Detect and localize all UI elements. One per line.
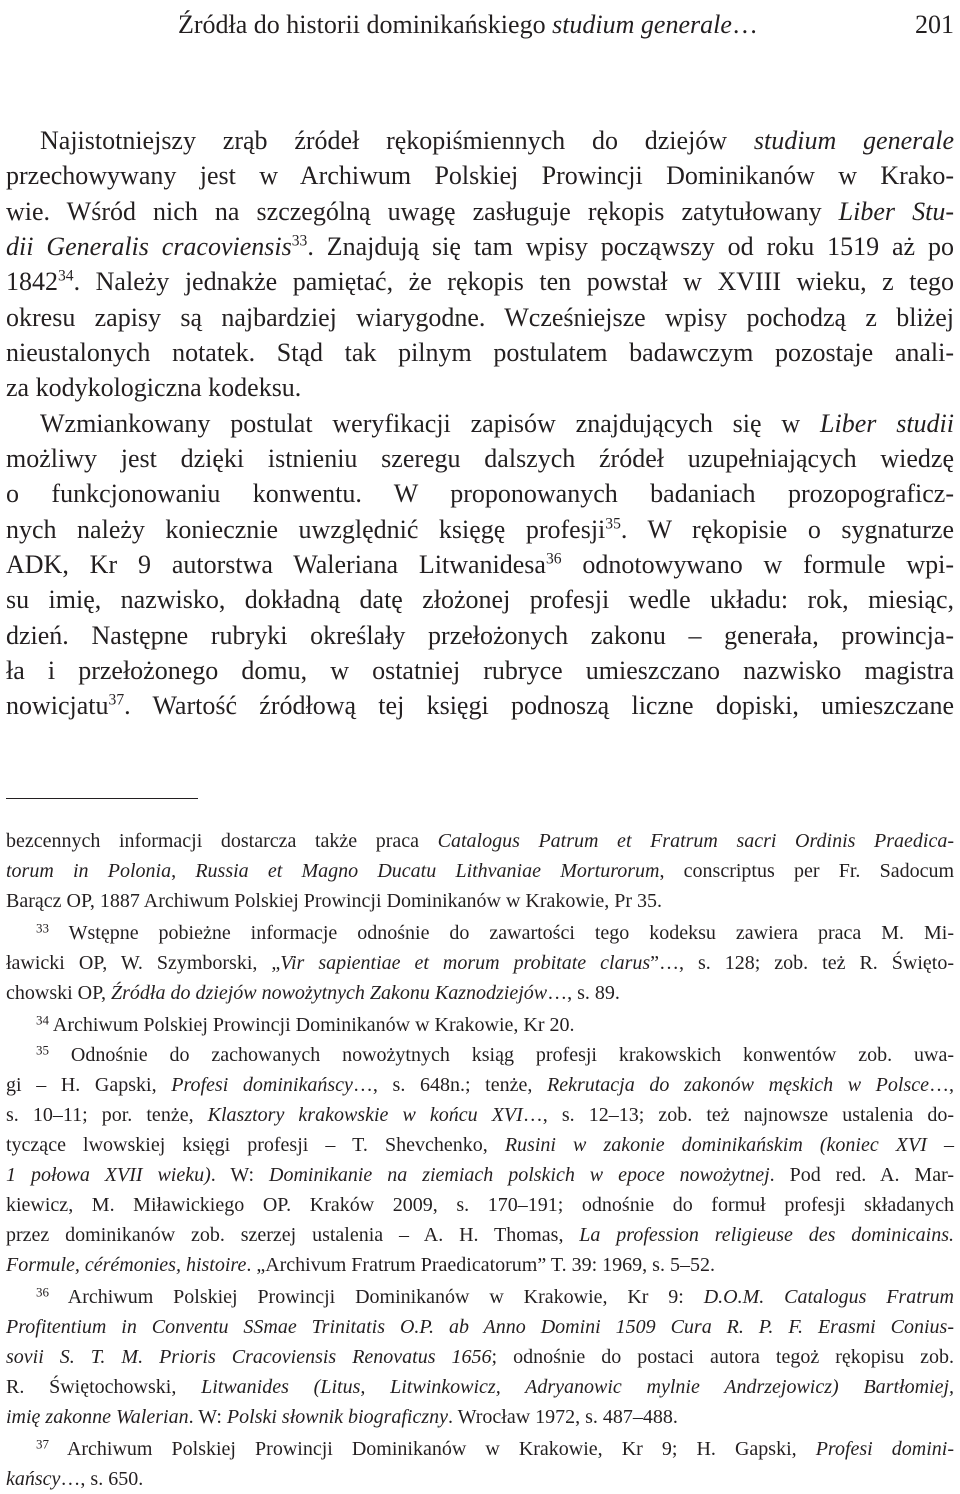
- text-line: su imię, nazwisko, dokładną datę złożonej profesji wedle układu: rok, miesiąc,: [6, 585, 954, 614]
- running-title: [178, 8, 758, 42]
- footnote-line: chowski OP, Źródła do dziejów nowożytnych Zakonu Kaznodziejów…, s. 89.: [6, 982, 620, 1004]
- text-line: nowicjatu$^{37}$. Wartość źródłową tej księgi podnoszą liczne dopiski, umieszczane: [6, 691, 954, 720]
- footnote-line: bezcennych informacji dostarcza także praca Catalogus Patrum et Fratrum sacri Ordinis Praedica-: [6, 830, 954, 852]
- footnote-line: R. Świętochowski, Litwanides (Litus, Litwinkowicz, Adryanowic mylnie Andrzejowicz) Bartłomiej,: [6, 1376, 954, 1398]
- text-line: możliwy jest dzięki istnieniu szeregu dalszych źródeł uzupełniających wiedzę: [6, 444, 954, 473]
- footnote-line: s. 10–11; por. tenże, Klasztory krakowskie w końcu XVI…, s. 12–13; zob. też najnowsze ustalenia do-: [6, 1104, 955, 1126]
- footnote-line: kiewicz, M. Miławickiego OP. Kraków 2009, s. 170–191; odnośnie do formuł profesji składanych: [6, 1194, 954, 1216]
- footnote-34: $^{34}$ Archiwum Polskiej Prowincji Dominikanów w Krakowie, Kr 20.: [36, 1012, 575, 1036]
- footnote-line: sovii S. T. M. Prioris Cracoviensis Renovatus 1656; odnośnie do postaci autora tegoż rękopisu zob.: [6, 1346, 954, 1368]
- running-title-text: Źródła do historii dominikańskiego: [178, 10, 553, 39]
- running-title-italic: studium generale: [552, 10, 732, 39]
- footnote-ref: 33: [291, 232, 308, 250]
- text-line: wie. Wśród nich na szczególną uwagę zasługuje rękopis zatytułowany Liber Stu-: [6, 197, 954, 226]
- footnote-number: 37: [36, 1436, 49, 1452]
- text-line: dii Generalis cracoviensis$^{33}$. Znajdują się tam wpisy począwszy od roku 1519 aż po: [6, 232, 954, 261]
- footnote-line: Formule, cérémonies, histoire. „Archivum Fratrum Praedicatorum” T. 39: 1969, s. 5–52.: [6, 1254, 715, 1276]
- text-line: za kodykologiczna kodeksu.: [6, 373, 302, 402]
- footnote-line: ławicki OP, W. Szymborski, „Vir sapientiae et morum probitate clarus”…, s. 128; zob. też R. Święto-: [6, 952, 954, 974]
- footnote-number: 35: [36, 1042, 49, 1058]
- text-line: okresu zapisy są najbardziej wiarygodne. Wcześniejsze wpisy pochodzą z bliżej: [6, 303, 954, 332]
- footnote-line: kańscy…, s. 650.: [6, 1468, 144, 1490]
- footnote-33: $^{33}$ Wstępne pobieżne informacje odnośnie do zawartości tego kodeksu zawiera praca M. Mi-: [36, 920, 954, 944]
- text-line: nych należy koniecznie uwzględnić księgę profesji$^{35}$. W rękopisie o sygnaturze: [6, 515, 954, 544]
- text-line: ła i przełożonego domu, w ostatniej rubryce umieszczano nazwisko magistra: [6, 656, 954, 685]
- text-line: 1842$^{34}$. Należy jednakże pamiętać, że rękopis ten powstał w XVIII wieku, z tego: [6, 267, 954, 296]
- text-line: przechowywany jest w Archiwum Polskiej Prowincji Dominikanów w Krako-: [6, 161, 954, 190]
- footnote-line: Profitentium in Conventu SSmae Trinitatis O.P. ab Anno Domini 1509 Cura R. P. F. Erasmi Conius-: [6, 1316, 954, 1338]
- running-header: [178, 8, 954, 48]
- footnote-line: Barącz OP, 1887 Archiwum Polskiej Prowincji Dominikanów w Krakowie, Pr 35.: [6, 890, 663, 912]
- text-line: Najistotniejszy zrąb źródeł rękopiśmiennych do dziejów studium generale: [40, 126, 955, 155]
- footnote-number: 33: [36, 920, 49, 936]
- footnote-35: $^{35}$ Odnośnie do zachowanych nowożytnych ksiąg profesji krakowskich konwentów zob. uwa-: [36, 1042, 954, 1066]
- footnote-number: 36: [36, 1284, 49, 1300]
- footnote-line: imię zakonne Walerian. W: Polski słownik biograficzny. Wrocław 1972, s. 487–488.: [6, 1406, 678, 1428]
- page-number: 201: [915, 10, 954, 39]
- footnote-line: tyczące lwowskiej księgi profesji – T. Shevchenko, Rusini w zakonie dominikańskim (koniec XVI –: [6, 1134, 954, 1156]
- footnote-ref: 36: [545, 550, 562, 568]
- text-line: ADK, Kr 9 autorstwa Waleriana Litwanidesa$^{36}$ odnotowywano w formule wpi-: [6, 550, 954, 579]
- text-line: dzień. Następne rubryki określały przełożonych zakonu – generała, prowincja-: [6, 621, 954, 650]
- footnote-ref: 37: [108, 691, 125, 709]
- footnote-37: $^{37}$ Archiwum Polskiej Prowincji Dominikanów w Krakowie, Kr 9; H. Gapski, Profesi domini-: [36, 1436, 954, 1460]
- text-line: nieustalonych notatek. Stąd tak pilnym postulatem badawczym pozostaje anali-: [6, 338, 954, 367]
- footnote-number: 34: [36, 1012, 49, 1028]
- footnote-line: gi – H. Gapski, Profesi dominikańscy…, s. 648n.; tenże, Rekrutacja do zakonów męskich w Polsce…,: [6, 1074, 954, 1096]
- text-line: o funkcjonowaniu konwentu. W proponowanych badaniach prozopograficz-: [6, 479, 954, 508]
- footnote-line: 1 połowa XVII wieku). W: Dominikanie na ziemiach polskich w epoce nowożytnej. Pod red. A. Mar-: [6, 1164, 954, 1186]
- text-line: Wzmiankowany postulat weryfikacji zapisów znajdujących się w Liber studii: [40, 409, 954, 438]
- running-title-ellipsis: …: [731, 10, 758, 39]
- footnote-line: przez dominikanów zob. szerzej ustalenia – A. H. Thomas, La profession religieuse des dominicains.: [6, 1224, 954, 1246]
- footnote-line: torum in Polonia, Russia et Magno Ducatu Lithvaniae Morturorum, conscriptus per Fr. Sadocum: [6, 860, 955, 882]
- footnote-ref: 35: [605, 515, 621, 533]
- footnote-36: $^{36}$ Archiwum Polskiej Prowincji Dominikanów w Krakowie, Kr 9: D.O.M. Catalogus Fratrum: [36, 1284, 954, 1308]
- footnote-separator: [6, 798, 198, 799]
- footnote-ref: 34: [58, 267, 74, 285]
